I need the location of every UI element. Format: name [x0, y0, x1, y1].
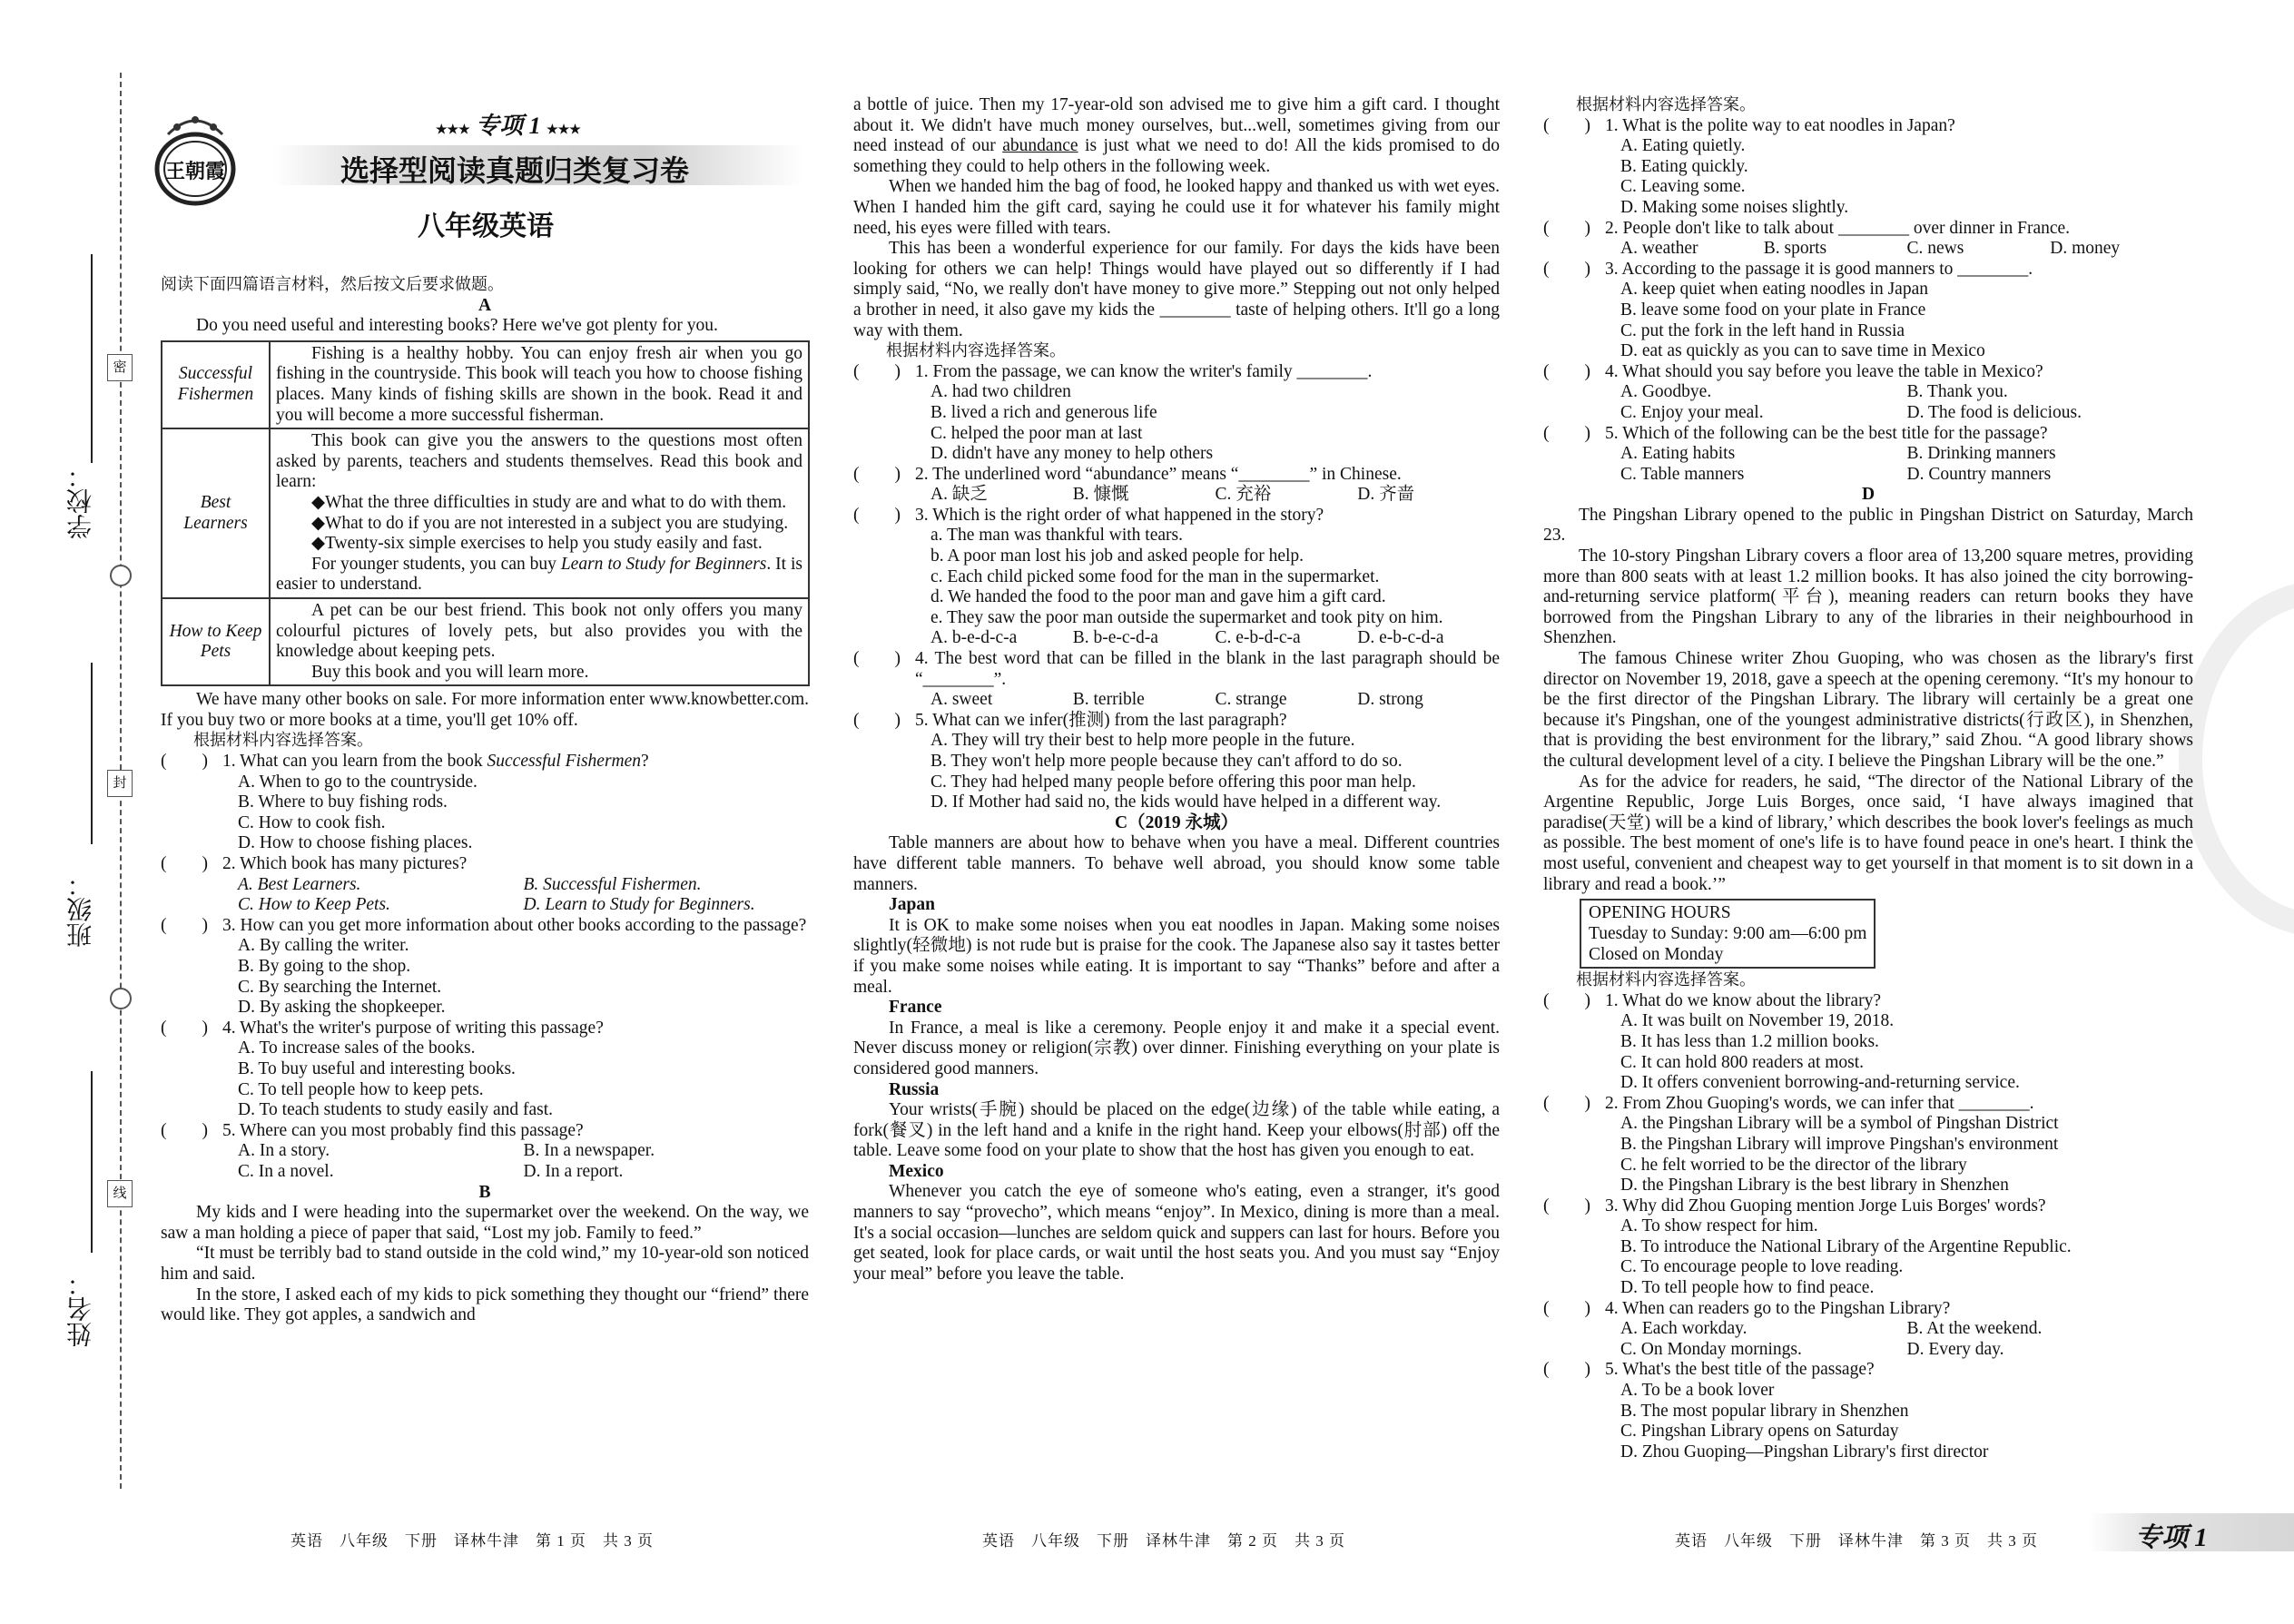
option: B. Where to buy fishing rods.: [238, 792, 448, 812]
option: D. didn't have any money to help others: [930, 444, 1214, 464]
book-table: [161, 340, 810, 687]
option: C. They had helped many people before offering this poor man help.: [930, 772, 1416, 792]
page-footer-3: 英语 八年级 下册 译林牛津 第 3 页 共 3 页: [1675, 1532, 2038, 1550]
section-c-heading: C（2019 永城）: [1115, 812, 1238, 832]
question: [1543, 1360, 2193, 1381]
question-text: 2. From Zhou Guoping's words, we can infer that ________.: [1605, 1093, 2034, 1113]
answer-blank[interactable]: ( ): [161, 1120, 208, 1140]
option: A. the Pingshan Library will be a symbol of Pingshan District: [1620, 1114, 2059, 1134]
option: A. had two children: [930, 382, 1071, 402]
options-grid: [853, 485, 1500, 506]
question: [1543, 1299, 2193, 1320]
option: A. Goodbye.: [1620, 382, 1712, 402]
seal-mark: 封: [107, 770, 133, 797]
option: D. eat as quickly as you can to save time in Mexico: [1620, 341, 1985, 361]
question-text: 5. What can we infer(推测) from the last paragraph?: [915, 710, 1287, 730]
option: A. Each workday.: [1620, 1319, 1748, 1339]
question-text: 2. Which book has many pictures?: [222, 854, 468, 874]
paragraph: As for the advice for readers, he said, “The director of the National Library of the Argentine Republic, Jorge Luis Borges, once said, ‘I have always imagined that paradise(天堂) will be a kind of library,’ which describes the book lover's feelings as much as possible. The best moment of one's life is to have found peace in one's heart. I think the most useful, convenient and cheapest way to get yourself in that moment is to sit down in a library and read a book.’”: [1543, 772, 2193, 894]
options-grid: [1543, 239, 2193, 260]
option: B. At the weekend.: [1906, 1319, 2043, 1339]
option: D. Zhou Guoping—Pingshan Library's first director: [1620, 1442, 1989, 1462]
book-description: [270, 341, 809, 428]
answer-blank[interactable]: ( ): [853, 464, 901, 484]
answer-blank[interactable]: ( ): [1543, 259, 1590, 279]
paragraph: A pet can be our best friend. This book not only offers you many colourful pictures of lovely pets, but also provides you with the knowledge about keeping pets.: [276, 600, 802, 662]
hours-title: OPENING HOURS: [1589, 903, 1731, 923]
paragraph: The 10-story Pingshan Library covers a floor area of 13,200 square metres, providing more than 800 seats with at least 1.2 million books. It has also joined the city borrowing-and-returning service platform(平台), meaning readers can return books they have borrowed from the Pingshan Library to any of the libraries in their neighbourhood in Shenzhen.: [1543, 546, 2193, 648]
option: C. On Monday mornings.: [1620, 1339, 1802, 1359]
answer-blank[interactable]: ( ): [161, 854, 208, 874]
option: B. It has less than 1.2 million books.: [1620, 1031, 1879, 1051]
options-grid: [1543, 382, 2193, 423]
option: B. Drinking manners: [1906, 444, 2056, 464]
question: [1543, 219, 2193, 240]
text: ?: [641, 752, 649, 772]
school-label: 学校：: [67, 463, 95, 539]
question: [1543, 424, 2193, 445]
answer-blank[interactable]: ( ): [161, 1018, 208, 1038]
question-text: 5. What's the best title of the passage?: [1605, 1360, 1875, 1380]
answer-blank[interactable]: ( ): [1543, 1298, 1590, 1318]
section-a-heading: A: [478, 295, 492, 315]
question: [853, 506, 1500, 527]
option: D. Country manners: [1906, 464, 2052, 484]
answer-blank[interactable]: ( ): [161, 915, 208, 935]
option: B. terrible: [1072, 690, 1145, 710]
subheading: Mexico: [889, 1161, 944, 1181]
option: C. strange: [1215, 690, 1287, 710]
answer-blank[interactable]: ( ): [1543, 990, 1590, 1010]
question: [1543, 1196, 2193, 1217]
option: C. How to Keep Pets.: [238, 895, 390, 915]
paragraph: This book can give you the answers to the questions most often asked by parents, teachers and students themselves. Read this book and learn:: [276, 431, 802, 492]
question-text: 3. How can you get more information about other books according to the passage?: [222, 915, 807, 935]
watermark-decoration: [2179, 581, 2294, 937]
option: A. They will try their best to help more people in the future.: [930, 731, 1355, 751]
answer-blank[interactable]: ( ): [853, 710, 901, 730]
name-line: [91, 1071, 93, 1253]
book-description: [270, 428, 809, 598]
question: [161, 916, 809, 937]
options-grid: [853, 690, 1500, 711]
book-label: How to Keep Pets: [162, 598, 270, 685]
question: [161, 1121, 809, 1142]
answer-blank[interactable]: ( ): [1543, 1360, 1590, 1380]
option: A. To increase sales of the books.: [238, 1038, 476, 1058]
hours-line: Closed on Monday: [1589, 945, 1724, 965]
bullet-item: ◆Twenty-six simple exercises to help you study easily and fast.: [311, 534, 763, 554]
brand-logo: [150, 107, 241, 207]
page-title: 选择型阅读真题归类复习卷: [340, 153, 690, 188]
answer-blank[interactable]: ( ): [1543, 1196, 1590, 1216]
question-text: 2. People don't like to talk about ________ over dinner in France.: [1605, 218, 2071, 238]
instructions: 根据材料内容选择答案。: [1576, 95, 1756, 114]
text: 1. What can you learn from the book: [222, 752, 487, 772]
option: C. Leaving some.: [1620, 177, 1746, 197]
paragraph: Buy this book and you will learn more.: [311, 662, 589, 682]
binding-hole: [110, 988, 132, 1009]
option: D. Learn to Study for Beginners.: [523, 895, 755, 915]
header-tag: [436, 107, 581, 141]
option: C. e-b-d-c-a: [1215, 628, 1301, 648]
book-title: Learn to Study for Beginners: [560, 554, 767, 574]
option: A. weather: [1620, 239, 1698, 259]
bullet-item: ◆What to do if you are not interested in a subject you are studying.: [311, 513, 789, 533]
option: C. By searching the Internet.: [238, 977, 442, 997]
option: D. Making some noises slightly.: [1620, 197, 1849, 217]
subheading: France: [889, 998, 942, 1018]
paragraph: “It must be terribly bad to stand outside in the cold wind,” my 10-year-old son noticed him and said.: [161, 1244, 809, 1284]
table-row: [162, 428, 809, 598]
option: D. By asking the shopkeeper.: [238, 998, 446, 1018]
options-grid: [161, 1141, 809, 1182]
option: A. sweet: [930, 690, 993, 710]
option: D. 齐啬: [1357, 485, 1415, 505]
page-footer-1: 英语 八年级 下册 译林牛津 第 1 页 共 3 页: [290, 1532, 654, 1550]
option: D. Every day.: [1906, 1339, 2004, 1359]
option: B. b-e-c-d-a: [1072, 628, 1158, 648]
answer-blank[interactable]: ( ): [1543, 218, 1590, 238]
answer-blank[interactable]: ( ): [853, 649, 901, 669]
section-b-heading: B: [478, 1182, 491, 1202]
question-text: 5. Where can you most probably find this passage?: [222, 1120, 584, 1140]
paragraph: [853, 95, 1500, 177]
answer-blank[interactable]: ( ): [1543, 361, 1590, 381]
bullet-item: ◆What the three difficulties in study are and what to do with them.: [311, 492, 787, 512]
option: B. Successful Fishermen.: [523, 874, 702, 894]
option: D. To tell people how to find peace.: [1620, 1278, 1875, 1298]
option: C. helped the poor man at last: [930, 423, 1143, 443]
paragraph: My kids and I were heading into the supermarket over the weekend. On the way, we saw a man holding a piece of paper that said, “Lost my job. Family to feed.”: [161, 1203, 809, 1243]
paragraph: Your wrists(手腕) should be placed on the edge(边缘) of the table while eating, a fork(餐叉) in the left hand and a knife in the right hand. Keep your elbows(肘部) off the table. Leave some food on your plate to show that the host has given you enough to eat.: [853, 1100, 1500, 1161]
page-3-column: [1543, 95, 2193, 1462]
event-item: e. They saw the poor man outside the supermarket and took pity on him.: [930, 607, 1443, 627]
text: is just what we need to do! All the kids promised to do something they could to help others in the following week.: [853, 136, 1500, 176]
question: [853, 362, 1500, 383]
option: C. news: [1906, 239, 1964, 259]
stars-left: ★★★: [436, 123, 470, 137]
question: [161, 752, 809, 773]
option: A. It was built on November 19, 2018.: [1620, 1011, 1895, 1031]
option: B. By going to the shop.: [238, 957, 411, 976]
question-text: 2. The underlined word “abundance” means “________” in Chinese.: [915, 464, 1402, 484]
question-text: 4. The best word that can be filled in the blank in the last paragraph should be “________”.: [915, 649, 1500, 689]
table-row: [162, 341, 809, 428]
binding-hole: [110, 565, 132, 586]
option: A. By calling the writer.: [238, 936, 409, 956]
question: [853, 465, 1500, 486]
name-label: 姓名：: [67, 1271, 95, 1347]
option: A. Best Learners.: [238, 874, 361, 894]
question: [161, 1019, 809, 1039]
option: D. It offers convenient borrowing-and-returning service.: [1620, 1073, 2020, 1093]
question-text: 1. From the passage, we can know the writer's family ________.: [915, 361, 1373, 381]
paragraph: When we handed him the bag of food, he looked happy and thanked us with wet eyes. When I handed him the gift card, saying he could use it for whatever his family might need, his eyes were filled with tears.: [853, 177, 1500, 238]
option: B. The most popular library in Shenzhen: [1620, 1401, 1909, 1421]
question-text: 4. When can readers go to the Pingshan Library?: [1605, 1298, 1951, 1318]
paragraph: Fishing is a healthy hobby. You can enjoy fresh air when you go fishing in the countryside. This book will teach you how to choose fishing places. Many kinds of fishing skills are shown in the book. Read it and you will become a more successful fisherman.: [276, 343, 802, 425]
option: D. the Pingshan Library is the best library in Shenzhen: [1620, 1176, 2009, 1196]
option: A. Eating quietly.: [1620, 136, 1746, 156]
option: C. To encourage people to love reading.: [1620, 1257, 1904, 1277]
book-title: Successful Fishermen: [487, 752, 642, 772]
book-label: Best Learners: [162, 428, 270, 598]
section-badge: [2088, 1513, 2294, 1551]
event-item: a. The man was thankful with tears.: [930, 526, 1183, 546]
option: D. If Mother had said no, the kids would have helped in a different way.: [930, 792, 1442, 812]
page-1-column: [161, 275, 809, 1326]
option: D. strong: [1357, 690, 1423, 710]
paragraph: Table manners are about how to behave when you have a meal. Different countries have different table manners. To behave well abroad, you should know some table manners.: [853, 833, 1500, 894]
paragraph: The Pingshan Library opened to the public in Pingshan District on Saturday, March 23.: [1543, 505, 2193, 546]
instructions: 根据材料内容选择答案。: [886, 341, 1066, 361]
paragraph: In France, a meal is like a ceremony. People enjoy it and make it a special event. Never discuss money or religion(宗教) over dinner. Finishing everything on your plate is considered good manners.: [853, 1018, 1500, 1078]
instructions: 根据材料内容选择答案。: [193, 731, 373, 751]
question-text: 1. What is the polite way to eat noodles in Japan?: [1605, 115, 1955, 135]
option: C. It can hold 800 readers at most.: [1620, 1052, 1865, 1072]
option: C. put the fork in the left hand in Russia: [1620, 320, 1905, 340]
question: [853, 649, 1500, 690]
option: A. When to go to the countryside.: [238, 772, 478, 792]
question-text: 3. Why did Zhou Guoping mention Jorge Luis Borges' words?: [1605, 1196, 2046, 1216]
option: A. 缺乏: [930, 485, 988, 505]
question-text: [222, 752, 649, 773]
paragraph: In the store, I asked each of my kids to pick something they thought our “friend” there would like. They got apples, a sandwich and: [161, 1284, 809, 1325]
underlined-word: abundance: [1002, 136, 1078, 156]
option: C. Enjoy your meal.: [1620, 402, 1764, 422]
option: B. leave some food on your plate in France: [1620, 300, 1926, 320]
event-item: b. A poor man lost his job and asked people for help.: [930, 546, 1305, 566]
option: B. lived a rich and generous life: [930, 402, 1157, 422]
options-grid: [1543, 444, 2193, 485]
option: D. In a report.: [523, 1161, 624, 1181]
option: A. b-e-d-c-a: [930, 628, 1018, 648]
subheading: Russia: [889, 1079, 940, 1099]
logo-text: 王朝霞: [164, 160, 225, 182]
question-text: 1. What do we know about the library?: [1605, 990, 1881, 1010]
question-text: 3. According to the passage it is good manners to ________.: [1605, 259, 2033, 279]
instructions: 根据材料内容选择答案。: [1576, 970, 1756, 990]
option: C. 充裕: [1215, 485, 1272, 505]
option: A. In a story.: [238, 1141, 330, 1161]
option: A. Eating habits: [1620, 444, 1736, 464]
event-item: d. We handed the food to the poor man and gave him a gift card.: [930, 587, 1386, 607]
school-line: [91, 254, 93, 463]
answer-blank[interactable]: ( ): [853, 361, 901, 381]
options-grid: [853, 628, 1500, 649]
paragraph: [276, 555, 802, 595]
answer-blank[interactable]: ( ): [1543, 115, 1590, 135]
answer-blank[interactable]: ( ): [1543, 1093, 1590, 1113]
option: D. How to choose fishing places.: [238, 833, 473, 853]
option: B. They won't help more people because they can't afford to do so.: [930, 752, 1403, 771]
page-2-column: [853, 95, 1500, 1284]
page-footer-2: 英语 八年级 下册 译林牛津 第 2 页 共 3 页: [982, 1532, 1345, 1550]
paragraph: This has been a wonderful experience for our family. For days the kids have been looking for others we can help! Things would have played out so differently if I had simply said, “No, we really don't have money to give more.” Stepping out not only helped a brother in need, it also gave my kids the ________ taste of helping others. It'll go a long way with them.: [853, 239, 1500, 340]
badge-text: 专项 1: [2135, 1523, 2208, 1552]
text: For younger students, you can buy: [311, 554, 561, 574]
paragraph: We have many other books on sale. For more information enter www.knowbetter.com. If you buy two or more books at a time, you'll get 10% off.: [161, 690, 809, 730]
option: A. To be a book lover: [1620, 1381, 1775, 1401]
paragraph: Do you need useful and interesting books? Here we've got plenty for you.: [196, 316, 718, 336]
answer-blank[interactable]: ( ): [161, 752, 208, 772]
page-subtitle: 八年级英语: [418, 211, 554, 242]
option: B. Eating quickly.: [1620, 156, 1748, 176]
option: A. keep quiet when eating noodles in Japan: [1620, 280, 1928, 300]
answer-blank[interactable]: ( ): [853, 505, 901, 525]
text: a bottle of juice. Then my 17-year-old son advised me to give him a gift card. I thought about it. We didn't have much money ourselves, but...well, sometimes giving from our need instead of our: [853, 95, 1500, 156]
option: C. Pingshan Library opens on Saturday: [1620, 1422, 1899, 1442]
option: B. sports: [1763, 239, 1827, 259]
seal-mark: 密: [107, 354, 133, 381]
option: B. Thank you.: [1906, 382, 2008, 402]
question: [1543, 991, 2193, 1012]
question-text: 4. What's the writer's purpose of writing this passage?: [222, 1018, 604, 1038]
hours-line: Tuesday to Sunday: 9:00 am—6:00 pm: [1589, 924, 1867, 944]
question-text: 5. Which of the following can be the best title for the passage?: [1605, 423, 2048, 443]
question: [1543, 362, 2193, 383]
options-grid: [161, 875, 809, 916]
question: [161, 854, 809, 875]
answer-blank[interactable]: ( ): [1543, 423, 1590, 443]
option: C. Table manners: [1620, 464, 1745, 484]
question-text: 4. What should you say before you leave the table in Mexico?: [1605, 361, 2043, 381]
option: B. To buy useful and interesting books.: [238, 1058, 516, 1078]
option: C. To tell people how to keep pets.: [238, 1079, 484, 1099]
paragraph: It is OK to make some noises when you eat noodles in Japan. Making some noises slightly(轻微地) is not rude but is praise for the cook. The Japanese also say it tastes better if you make some noises while eating. It is important to say “Thanks” before and after a meal.: [853, 915, 1500, 997]
options-grid: [1543, 1319, 2193, 1360]
tag-text: 专项 1: [476, 113, 541, 139]
class-line: [91, 663, 93, 844]
option: B. To introduce the National Library of the Argentine Republic.: [1620, 1236, 2072, 1256]
subheading: Japan: [889, 895, 935, 915]
question: [853, 711, 1500, 732]
paragraph: The famous Chinese writer Zhou Guoping, who was chosen as the library's first director on November 19, 2018, gave a speech at the opening ceremony. “It's my honour to be the first director of the Pingshan Library. The library will certainly be a great one because it's Pingshan, one of the youngest administrative districts(行政区), in Shenzhen, that is providing the best environment for the library,” said Zhou. “A good library shows the cultural development level of a city. I believe the Pingshan Library will be the one.”: [1543, 649, 2193, 771]
book-description: [270, 598, 809, 685]
section-d-heading: D: [1861, 485, 1876, 505]
question: [1543, 116, 2193, 137]
option: D. e-b-c-d-a: [1357, 628, 1444, 648]
table-row: [162, 598, 809, 685]
question: [1543, 1094, 2193, 1115]
stars-right: ★★★: [546, 123, 581, 137]
option: B. 慷慨: [1072, 485, 1129, 505]
opening-hours-box: [1580, 899, 1876, 969]
option: B. the Pingshan Library will improve Pingshan's environment: [1620, 1134, 2059, 1154]
class-label: 班级：: [67, 871, 95, 948]
question: [1543, 260, 2193, 281]
option: D. The food is delicious.: [1906, 402, 2082, 422]
option: C. he felt worried to be the director of the library: [1620, 1155, 1967, 1175]
text: . It is easier to understand.: [276, 554, 803, 595]
seal-mark: 线: [107, 1180, 133, 1207]
option: D. money: [2050, 239, 2121, 259]
option: A. To show respect for him.: [1620, 1216, 1818, 1236]
instructions: 阅读下面四篇语言材料，然后按文后要求做题。: [161, 275, 504, 294]
option: C. In a novel.: [238, 1161, 334, 1181]
option: D. To teach students to study easily and fast.: [238, 1100, 554, 1120]
event-item: c. Each child picked some food for the man in the supermarket.: [930, 566, 1380, 586]
option: C. How to cook fish.: [238, 812, 386, 832]
question-text: 3. Which is the right order of what happened in the story?: [915, 505, 1324, 525]
book-label: Successful Fishermen: [162, 341, 270, 428]
paragraph: Whenever you catch the eye of someone who's eating, even a stranger, it's good manners to say “provecho”, which means “enjoy”. In Mexico, dining is more than a meal. It's a social occasion—lunches are seldom quick and suppers can last for hours. Before you get seated, look for place cards, or wait until the host seats you. And you must say “Enjoy your meal” before you leave the table.: [853, 1182, 1500, 1284]
option: B. In a newspaper.: [523, 1141, 655, 1161]
